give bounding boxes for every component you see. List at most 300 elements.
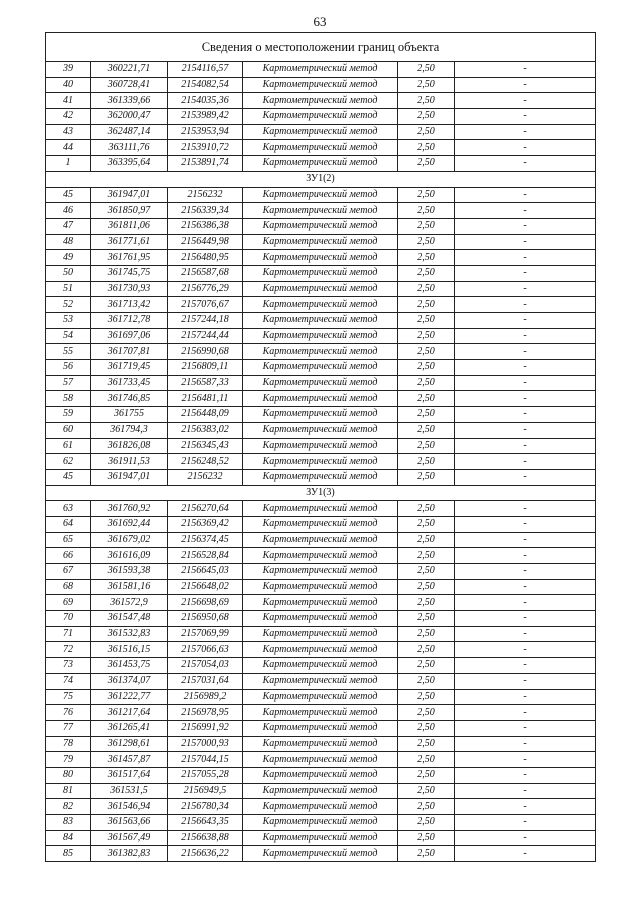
description-cell: - — [455, 313, 596, 329]
accuracy-cell: 2,50 — [398, 595, 455, 611]
y-coordinate-cell: 2156448,09 — [168, 407, 243, 423]
accuracy-cell: 2,50 — [398, 626, 455, 642]
boundary-coordinates-table — [45, 32, 596, 862]
y-coordinate-cell: 2156991,92 — [168, 720, 243, 736]
accuracy-cell: 2,50 — [398, 830, 455, 846]
table-row — [46, 752, 596, 768]
table-row — [46, 124, 596, 140]
point-number-cell: 85 — [46, 846, 91, 862]
accuracy-cell: 2,50 — [398, 501, 455, 517]
description-cell: - — [455, 454, 596, 470]
y-coordinate-cell: 2156369,42 — [168, 516, 243, 532]
accuracy-cell: 2,50 — [398, 642, 455, 658]
x-coordinate-cell: 361217,64 — [91, 705, 168, 721]
description-cell: - — [455, 62, 596, 78]
point-number-cell: 57 — [46, 375, 91, 391]
description-cell: - — [455, 799, 596, 815]
description-cell: - — [455, 77, 596, 93]
method-cell: Картометрический метод — [243, 234, 398, 250]
x-coordinate-cell: 361707,81 — [91, 344, 168, 360]
accuracy-cell: 2,50 — [398, 265, 455, 281]
x-coordinate-cell: 361593,38 — [91, 564, 168, 580]
description-cell: - — [455, 234, 596, 250]
table-row — [46, 328, 596, 344]
description-cell: - — [455, 501, 596, 517]
method-cell: Картометрический метод — [243, 438, 398, 454]
x-coordinate-cell: 363111,76 — [91, 140, 168, 156]
x-coordinate-cell: 361532,83 — [91, 626, 168, 642]
table-row — [46, 250, 596, 266]
method-cell: Картометрический метод — [243, 218, 398, 234]
point-number-cell: 64 — [46, 516, 91, 532]
y-coordinate-cell: 2156638,88 — [168, 830, 243, 846]
y-coordinate-cell: 2153891,74 — [168, 156, 243, 172]
table-row — [46, 109, 596, 125]
table-row — [46, 548, 596, 564]
x-coordinate-cell: 361947,01 — [91, 187, 168, 203]
method-cell: Картометрический метод — [243, 658, 398, 674]
x-coordinate-cell: 361947,01 — [91, 469, 168, 485]
description-cell: - — [455, 140, 596, 156]
table-row — [46, 642, 596, 658]
accuracy-cell: 2,50 — [398, 658, 455, 674]
description-cell: - — [455, 187, 596, 203]
table-row — [46, 140, 596, 156]
accuracy-cell: 2,50 — [398, 234, 455, 250]
y-coordinate-cell: 2157066,63 — [168, 642, 243, 658]
description-cell: - — [455, 658, 596, 674]
method-cell: Картометрический метод — [243, 595, 398, 611]
x-coordinate-cell: 361546,94 — [91, 799, 168, 815]
description-cell: - — [455, 124, 596, 140]
x-coordinate-cell: 361517,64 — [91, 767, 168, 783]
description-cell: - — [455, 344, 596, 360]
accuracy-cell: 2,50 — [398, 297, 455, 313]
method-cell: Картометрический метод — [243, 799, 398, 815]
table-row — [46, 218, 596, 234]
method-cell: Картометрический метод — [243, 689, 398, 705]
method-cell: Картометрический метод — [243, 407, 398, 423]
accuracy-cell: 2,50 — [398, 767, 455, 783]
y-coordinate-cell: 2156587,33 — [168, 375, 243, 391]
description-cell: - — [455, 438, 596, 454]
table-row — [46, 62, 596, 78]
y-coordinate-cell: 2156374,45 — [168, 532, 243, 548]
point-number-cell: 63 — [46, 501, 91, 517]
point-number-cell: 1 — [46, 156, 91, 172]
table-row — [46, 344, 596, 360]
accuracy-cell: 2,50 — [398, 611, 455, 627]
method-cell: Картометрический метод — [243, 501, 398, 517]
x-coordinate-cell: 361457,87 — [91, 752, 168, 768]
point-number-cell: 74 — [46, 673, 91, 689]
x-coordinate-cell: 361572,9 — [91, 595, 168, 611]
x-coordinate-cell: 360728,41 — [91, 77, 168, 93]
description-cell: - — [455, 297, 596, 313]
method-cell: Картометрический метод — [243, 313, 398, 329]
point-number-cell: 68 — [46, 579, 91, 595]
table-row — [46, 673, 596, 689]
method-cell: Картометрический метод — [243, 783, 398, 799]
point-number-cell: 75 — [46, 689, 91, 705]
table-row — [46, 532, 596, 548]
table-row — [46, 454, 596, 470]
point-number-cell: 82 — [46, 799, 91, 815]
description-cell: - — [455, 642, 596, 658]
point-number-cell: 73 — [46, 658, 91, 674]
accuracy-cell: 2,50 — [398, 422, 455, 438]
x-coordinate-cell: 361679,02 — [91, 532, 168, 548]
y-coordinate-cell: 2157054,03 — [168, 658, 243, 674]
description-cell: - — [455, 548, 596, 564]
description-cell: - — [455, 328, 596, 344]
table-row — [46, 705, 596, 721]
method-cell: Картометрический метод — [243, 611, 398, 627]
description-cell: - — [455, 532, 596, 548]
x-coordinate-cell: 361771,61 — [91, 234, 168, 250]
point-number-cell: 65 — [46, 532, 91, 548]
point-number-cell: 66 — [46, 548, 91, 564]
x-coordinate-cell: 361761,95 — [91, 250, 168, 266]
y-coordinate-cell: 2153989,42 — [168, 109, 243, 125]
y-coordinate-cell: 2156978,95 — [168, 705, 243, 721]
accuracy-cell: 2,50 — [398, 548, 455, 564]
accuracy-cell: 2,50 — [398, 360, 455, 376]
accuracy-cell: 2,50 — [398, 516, 455, 532]
description-cell: - — [455, 391, 596, 407]
description-cell: - — [455, 218, 596, 234]
x-coordinate-cell: 361850,97 — [91, 203, 168, 219]
x-coordinate-cell: 361755 — [91, 407, 168, 423]
description-cell: - — [455, 611, 596, 627]
method-cell: Картометрический метод — [243, 469, 398, 485]
accuracy-cell: 2,50 — [398, 438, 455, 454]
y-coordinate-cell: 2156989,2 — [168, 689, 243, 705]
y-coordinate-cell: 2153910,72 — [168, 140, 243, 156]
table-title-row — [46, 33, 596, 62]
method-cell: Картометрический метод — [243, 642, 398, 658]
point-number-cell: 58 — [46, 391, 91, 407]
method-cell: Картометрический метод — [243, 532, 398, 548]
y-coordinate-cell: 2157000,93 — [168, 736, 243, 752]
table-row — [46, 234, 596, 250]
y-coordinate-cell: 2156449,98 — [168, 234, 243, 250]
x-coordinate-cell: 361516,15 — [91, 642, 168, 658]
table-row — [46, 438, 596, 454]
section-row — [46, 485, 596, 501]
method-cell: Картометрический метод — [243, 705, 398, 721]
accuracy-cell: 2,50 — [398, 124, 455, 140]
x-coordinate-cell: 361298,61 — [91, 736, 168, 752]
point-number-cell: 43 — [46, 124, 91, 140]
method-cell: Картометрический метод — [243, 846, 398, 862]
method-cell: Картометрический метод — [243, 62, 398, 78]
table-row — [46, 516, 596, 532]
accuracy-cell: 2,50 — [398, 752, 455, 768]
method-cell: Картометрический метод — [243, 579, 398, 595]
method-cell: Картометрический метод — [243, 375, 398, 391]
y-coordinate-cell: 2156776,29 — [168, 281, 243, 297]
x-coordinate-cell: 361222,77 — [91, 689, 168, 705]
x-coordinate-cell: 361547,48 — [91, 611, 168, 627]
x-coordinate-cell: 362487,14 — [91, 124, 168, 140]
x-coordinate-cell: 361730,93 — [91, 281, 168, 297]
page-number: 63 — [313, 14, 327, 29]
method-cell: Картометрический метод — [243, 815, 398, 831]
table-row — [46, 265, 596, 281]
x-coordinate-cell: 361616,09 — [91, 548, 168, 564]
table-row — [46, 830, 596, 846]
table-row — [46, 799, 596, 815]
accuracy-cell: 2,50 — [398, 564, 455, 580]
x-coordinate-cell: 361581,16 — [91, 579, 168, 595]
description-cell: - — [455, 579, 596, 595]
description-cell: - — [455, 203, 596, 219]
accuracy-cell: 2,50 — [398, 203, 455, 219]
accuracy-cell: 2,50 — [398, 140, 455, 156]
table-row — [46, 203, 596, 219]
method-cell: Картометрический метод — [243, 673, 398, 689]
point-number-cell: 70 — [46, 611, 91, 627]
point-number-cell: 77 — [46, 720, 91, 736]
accuracy-cell: 2,50 — [398, 689, 455, 705]
description-cell: - — [455, 360, 596, 376]
y-coordinate-cell: 2156481,11 — [168, 391, 243, 407]
description-cell: - — [455, 564, 596, 580]
method-cell: Картометрический метод — [243, 328, 398, 344]
point-number-cell: 79 — [46, 752, 91, 768]
accuracy-cell: 2,50 — [398, 187, 455, 203]
method-cell: Картометрический метод — [243, 265, 398, 281]
description-cell: - — [455, 375, 596, 391]
x-coordinate-cell: 361563,66 — [91, 815, 168, 831]
accuracy-cell: 2,50 — [398, 469, 455, 485]
x-coordinate-cell: 361339,66 — [91, 93, 168, 109]
table-row — [46, 815, 596, 831]
point-number-cell: 83 — [46, 815, 91, 831]
y-coordinate-cell: 2157069,99 — [168, 626, 243, 642]
x-coordinate-cell: 361531,5 — [91, 783, 168, 799]
description-cell: - — [455, 846, 596, 862]
point-number-cell: 80 — [46, 767, 91, 783]
y-coordinate-cell: 2156248,52 — [168, 454, 243, 470]
point-number-cell: 55 — [46, 344, 91, 360]
description-cell: - — [455, 673, 596, 689]
description-cell: - — [455, 830, 596, 846]
method-cell: Картометрический метод — [243, 752, 398, 768]
y-coordinate-cell: 2153953,94 — [168, 124, 243, 140]
y-coordinate-cell: 2156645,03 — [168, 564, 243, 580]
table-row — [46, 767, 596, 783]
accuracy-cell: 2,50 — [398, 391, 455, 407]
method-cell: Картометрический метод — [243, 109, 398, 125]
description-cell: - — [455, 689, 596, 705]
y-coordinate-cell: 2157031,64 — [168, 673, 243, 689]
x-coordinate-cell: 361374,07 — [91, 673, 168, 689]
method-cell: Картометрический метод — [243, 720, 398, 736]
y-coordinate-cell: 2156587,68 — [168, 265, 243, 281]
description-cell: - — [455, 626, 596, 642]
accuracy-cell: 2,50 — [398, 344, 455, 360]
y-coordinate-cell: 2156232 — [168, 187, 243, 203]
x-coordinate-cell: 361692,44 — [91, 516, 168, 532]
method-cell: Картометрический метод — [243, 626, 398, 642]
x-coordinate-cell: 362000,47 — [91, 109, 168, 125]
y-coordinate-cell: 2154082,54 — [168, 77, 243, 93]
point-number-cell: 44 — [46, 140, 91, 156]
y-coordinate-cell: 2156990,68 — [168, 344, 243, 360]
table-row — [46, 595, 596, 611]
table-row — [46, 391, 596, 407]
table-row — [46, 281, 596, 297]
point-number-cell: 69 — [46, 595, 91, 611]
y-coordinate-cell: 2156528,84 — [168, 548, 243, 564]
accuracy-cell: 2,50 — [398, 720, 455, 736]
point-number-cell: 46 — [46, 203, 91, 219]
x-coordinate-cell: 361746,85 — [91, 391, 168, 407]
point-number-cell: 47 — [46, 218, 91, 234]
method-cell: Картометрический метод — [243, 830, 398, 846]
table-row — [46, 375, 596, 391]
description-cell: - — [455, 422, 596, 438]
y-coordinate-cell: 2156949,5 — [168, 783, 243, 799]
x-coordinate-cell: 361712,78 — [91, 313, 168, 329]
x-coordinate-cell: 361382,83 — [91, 846, 168, 862]
x-coordinate-cell: 361745,75 — [91, 265, 168, 281]
method-cell: Картометрический метод — [243, 422, 398, 438]
description-cell: - — [455, 815, 596, 831]
method-cell: Картометрический метод — [243, 156, 398, 172]
point-number-cell: 50 — [46, 265, 91, 281]
description-cell: - — [455, 265, 596, 281]
y-coordinate-cell: 2156386,38 — [168, 218, 243, 234]
table-row — [46, 501, 596, 517]
point-number-cell: 48 — [46, 234, 91, 250]
method-cell: Картометрический метод — [243, 203, 398, 219]
x-coordinate-cell: 361713,42 — [91, 297, 168, 313]
x-coordinate-cell: 361697,06 — [91, 328, 168, 344]
accuracy-cell: 2,50 — [398, 846, 455, 862]
point-number-cell: 61 — [46, 438, 91, 454]
accuracy-cell: 2,50 — [398, 407, 455, 423]
point-number-cell: 62 — [46, 454, 91, 470]
table-row — [46, 469, 596, 485]
x-coordinate-cell: 361911,53 — [91, 454, 168, 470]
y-coordinate-cell: 2157244,44 — [168, 328, 243, 344]
x-coordinate-cell: 360221,71 — [91, 62, 168, 78]
accuracy-cell: 2,50 — [398, 736, 455, 752]
table-row — [46, 846, 596, 862]
table-row — [46, 156, 596, 172]
y-coordinate-cell: 2156698,69 — [168, 595, 243, 611]
description-cell: - — [455, 93, 596, 109]
y-coordinate-cell: 2156339,34 — [168, 203, 243, 219]
table-row — [46, 187, 596, 203]
point-number-cell: 72 — [46, 642, 91, 658]
x-coordinate-cell: 361826,08 — [91, 438, 168, 454]
description-cell: - — [455, 109, 596, 125]
point-number-cell: 41 — [46, 93, 91, 109]
accuracy-cell: 2,50 — [398, 93, 455, 109]
table-row — [46, 689, 596, 705]
description-cell: - — [455, 767, 596, 783]
accuracy-cell: 2,50 — [398, 250, 455, 266]
x-coordinate-cell: 363395,64 — [91, 156, 168, 172]
description-cell: - — [455, 516, 596, 532]
section-label: ЗУ1(2) — [46, 171, 596, 187]
point-number-cell: 60 — [46, 422, 91, 438]
point-number-cell: 42 — [46, 109, 91, 125]
y-coordinate-cell: 2157244,18 — [168, 313, 243, 329]
x-coordinate-cell: 361733,45 — [91, 375, 168, 391]
y-coordinate-cell: 2154116,57 — [168, 62, 243, 78]
point-number-cell: 54 — [46, 328, 91, 344]
point-number-cell: 56 — [46, 360, 91, 376]
accuracy-cell: 2,50 — [398, 579, 455, 595]
accuracy-cell: 2,50 — [398, 673, 455, 689]
method-cell: Картометрический метод — [243, 454, 398, 470]
x-coordinate-cell: 361265,41 — [91, 720, 168, 736]
y-coordinate-cell: 2156780,34 — [168, 799, 243, 815]
y-coordinate-cell: 2156636,22 — [168, 846, 243, 862]
accuracy-cell: 2,50 — [398, 62, 455, 78]
table-row — [46, 626, 596, 642]
accuracy-cell: 2,50 — [398, 156, 455, 172]
point-number-cell: 49 — [46, 250, 91, 266]
description-cell: - — [455, 250, 596, 266]
method-cell: Картометрический метод — [243, 77, 398, 93]
method-cell: Картометрический метод — [243, 736, 398, 752]
method-cell: Картометрический метод — [243, 187, 398, 203]
table-row — [46, 422, 596, 438]
description-cell: - — [455, 752, 596, 768]
method-cell: Картометрический метод — [243, 360, 398, 376]
y-coordinate-cell: 2154035,36 — [168, 93, 243, 109]
x-coordinate-cell: 361794,3 — [91, 422, 168, 438]
y-coordinate-cell: 2156232 — [168, 469, 243, 485]
method-cell: Картометрический метод — [243, 124, 398, 140]
y-coordinate-cell: 2156480,95 — [168, 250, 243, 266]
y-coordinate-cell: 2156383,02 — [168, 422, 243, 438]
table-row — [46, 360, 596, 376]
accuracy-cell: 2,50 — [398, 815, 455, 831]
method-cell: Картометрический метод — [243, 391, 398, 407]
y-coordinate-cell: 2157044,15 — [168, 752, 243, 768]
accuracy-cell: 2,50 — [398, 328, 455, 344]
point-number-cell: 84 — [46, 830, 91, 846]
y-coordinate-cell: 2156809,11 — [168, 360, 243, 376]
point-number-cell: 59 — [46, 407, 91, 423]
y-coordinate-cell: 2156270,64 — [168, 501, 243, 517]
x-coordinate-cell: 361811,06 — [91, 218, 168, 234]
point-number-cell: 45 — [46, 469, 91, 485]
point-number-cell: 67 — [46, 564, 91, 580]
description-cell: - — [455, 469, 596, 485]
accuracy-cell: 2,50 — [398, 454, 455, 470]
method-cell: Картометрический метод — [243, 297, 398, 313]
description-cell: - — [455, 783, 596, 799]
method-cell: Картометрический метод — [243, 516, 398, 532]
point-number-cell: 52 — [46, 297, 91, 313]
description-cell: - — [455, 281, 596, 297]
method-cell: Картометрический метод — [243, 281, 398, 297]
table-row — [46, 579, 596, 595]
description-cell: - — [455, 156, 596, 172]
method-cell: Картометрический метод — [243, 140, 398, 156]
table-row — [46, 313, 596, 329]
x-coordinate-cell: 361719,45 — [91, 360, 168, 376]
accuracy-cell: 2,50 — [398, 799, 455, 815]
